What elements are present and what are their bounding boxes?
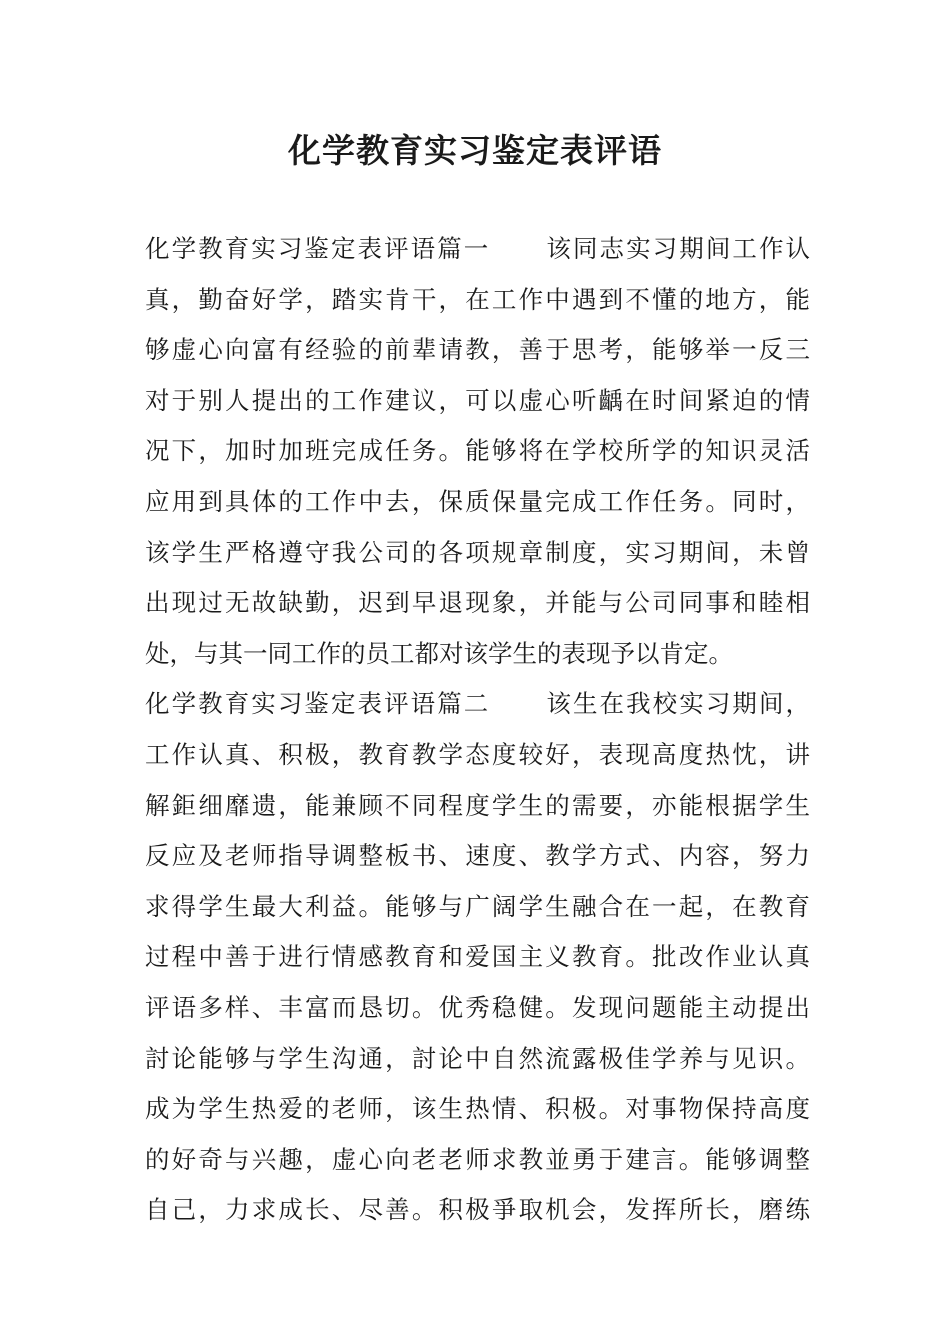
text-line: 评语多样、丰富而恳切。优秀稳健。发现问题能主动提出 xyxy=(145,992,810,1022)
text-line: 求得学生最大利益。能够与广阔学生融合在一起，在教育 xyxy=(145,891,810,921)
text-line: 够虚心向富有经验的前辈请教，善于思考，能够举一反三 xyxy=(145,335,810,365)
section-heading: 化学教育实习鉴定表评语篇一 xyxy=(145,234,491,263)
text-line: 真，勤奋好学，踏实肯干，在工作中遇到不懂的地方，能 xyxy=(145,284,810,314)
line-text: 该生在我校实习期间， xyxy=(544,689,811,719)
text-line: 解鉅细靡遗，能兼顾不同程度学生的需要，亦能根据学生 xyxy=(145,790,810,820)
document-body xyxy=(145,224,810,1236)
text-line xyxy=(145,224,810,275)
text-line: 討论能够与学生沟通，討论中自然流露极佳学养与见识。 xyxy=(145,1043,810,1073)
document-title: 化学教育实习鉴定表评语 xyxy=(288,131,662,170)
text-line: 处，与其一同工作的员工都对该学生的表现予以肯定。 xyxy=(145,638,733,668)
text-line: 成为学生热爱的老师，该生热情、积极。对事物保持高度 xyxy=(145,1094,810,1124)
text-line: 出现过无故缺勤，迟到早退现象，并能与公司同事和睦相 xyxy=(145,588,810,618)
text-line: 的好奇与兴趣，虚心向老老师求教並勇于建言。能够调整 xyxy=(145,1144,810,1174)
text-line: 自己，力求成长、尽善。积极爭取机会，发挥所长，磨练 xyxy=(145,1195,810,1225)
text-line: 过程中善于进行情感教育和爱国主义教育。批改作业认真 xyxy=(145,942,810,972)
text-line: 况下，加时加班完成任务。能够将在学校所学的知识灵活 xyxy=(145,436,810,466)
line-text: 该同志实习期间工作认 xyxy=(544,234,811,263)
text-line: 该学生严格遵守我公司的各项规章制度，实习期间，未曾 xyxy=(145,537,810,567)
text-line: 应用到具体的工作中去，保质保量完成工作任务。同时， xyxy=(145,486,810,516)
text-line: 反应及老师指导调整板书、速度、教学方式、内容，努力 xyxy=(145,841,810,871)
text-line: 对于别人提出的工作建议，可以虚心听齲在时间紧迫的情 xyxy=(145,385,810,415)
text-line: 工作认真、积极，教育教学态度较好，表现高度热忱，讲 xyxy=(145,739,810,769)
text-line xyxy=(145,679,810,730)
section-heading: 化学教育实习鉴定表评语篇二 xyxy=(145,689,491,719)
